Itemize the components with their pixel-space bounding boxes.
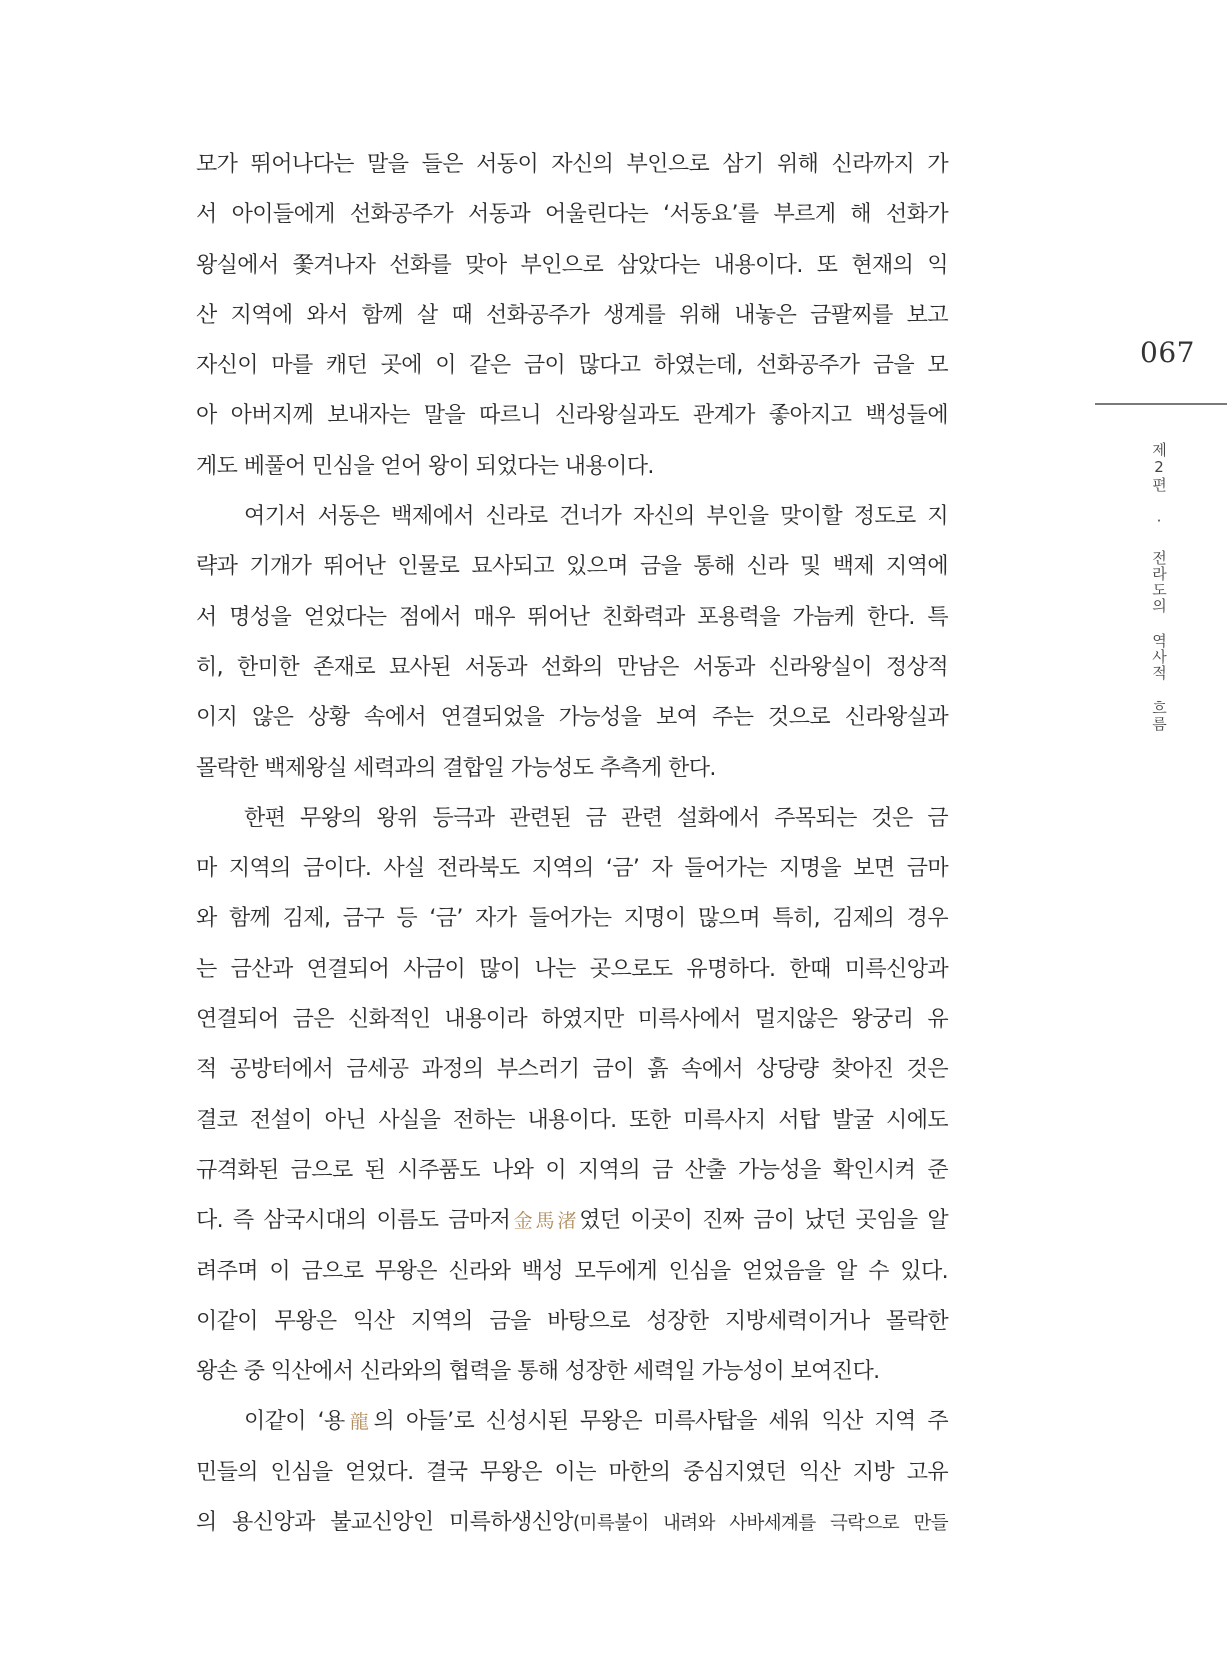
text-line: 게도 베풀어 민심을 얻어 왕이 되었다는 내용이다. <box>196 453 654 479</box>
text-line: 마 지역의 금이다. 사실 전라북도 지역의 ‘금’ 자 들어가는 지명을 보면 금마 <box>196 856 948 882</box>
text-line: 서 명성을 얻었다는 점에서 매우 뛰어난 친화력과 포용력을 가늠케 한다. 특 <box>196 604 948 630</box>
page-number: 067 <box>1140 336 1195 369</box>
text-line: 민들의 인심을 얻었다. 결국 무왕은 이는 마한의 중심지였던 익산 지방 고유 <box>196 1459 948 1485</box>
text-segment: 이같이 ‘용 <box>244 1409 345 1435</box>
text-line: 와 함께 김제, 금구 등 ‘금’ 자가 들어가는 지명이 많으며 특히, 김제의 경우 <box>196 906 948 932</box>
paragraph-start-line <box>196 1397 948 1447</box>
text-line: 왕실에서 쫓겨나자 선화를 맞아 부인으로 삼았다는 내용이다. 또 현재의 익 <box>196 252 948 278</box>
hanja-annotation: 金馬渚 <box>510 1210 580 1233</box>
text-line: 이지 않은 상황 속에서 연결되었을 가능성을 보여 주는 것으로 신라왕실과 <box>196 705 948 731</box>
text-segment: 의 아들’로 신성시된 무왕은 미륵사탑을 세워 익산 지역 주 <box>373 1409 948 1435</box>
text-line: 모가 뛰어나다는 말을 들은 서동이 자신의 부인으로 삼기 위해 신라까지 가 <box>196 152 948 177</box>
text-line: 산 지역에 와서 함께 살 때 선화공주가 생계를 위해 내놓은 금팔찌를 보고 <box>196 302 948 328</box>
text-line: 히, 한미한 존재로 묘사된 서동과 선화의 만남은 서동과 신라왕실이 정상적 <box>196 654 948 680</box>
text-segment: 였던 이곳이 진짜 금이 났던 곳임을 알 <box>579 1208 949 1234</box>
parenthetical-note: (미륵불이 내려와 사바세계를 극락으로 만들 <box>572 1513 948 1535</box>
text-line <box>196 1498 948 1548</box>
text-line: 결코 전설이 아닌 사실을 전하는 내용이다. 또한 미륵사지 서탑 발굴 시에도 <box>196 1107 948 1133</box>
paragraph-start-line: 여기서 서동은 백제에서 신라로 건너가 자신의 부인을 맞이할 정도로 지 <box>244 504 948 530</box>
text-line: 규격화된 금으로 된 시주품도 나와 이 지역의 금 산출 가능성을 확인시켜 준 <box>196 1157 948 1183</box>
text-line: 는 금산과 연결되어 사금이 많이 나는 곳으로도 유명하다. 한때 미륵신앙과 <box>196 956 948 982</box>
text-line: 연결되어 금은 신화적인 내용이라 하였지만 미륵사에서 멀지않은 왕궁리 유 <box>196 1007 948 1033</box>
hanja-annotation: 龍 <box>344 1411 374 1434</box>
text-segment: 의 용신앙과 불교신앙인 미륵하생신앙 <box>196 1510 573 1536</box>
text-line: 이같이 무왕은 익산 지역의 금을 바탕으로 성장한 지방세력이거나 몰락한 <box>196 1308 948 1334</box>
text-line: 아 아버지께 보내자는 말을 따르니 신라왕실과도 관계가 좋아지고 백성들에 <box>196 403 948 429</box>
text-line <box>196 1196 948 1246</box>
text-line: 략과 기개가 뛰어난 인물로 묘사되고 있으며 금을 통해 신라 및 백제 지역에 <box>196 554 948 580</box>
text-line: 자신이 마를 캐던 곳에 이 같은 금이 많다고 하였는데, 선화공주가 금을 모 <box>196 353 948 379</box>
text-line: 왕손 중 익산에서 신라와의 협력을 통해 성장한 세력일 가능성이 보여진다. <box>196 1359 880 1385</box>
text-line: 서 아이들에게 선화공주가 서동과 어울린다는 ‘서동요’를 부르게 해 선화가 <box>196 202 948 228</box>
text-line: 려주며 이 금으로 무왕은 신라와 백성 모두에게 인심을 얻었음을 알 수 있다. <box>196 1258 948 1284</box>
body-text <box>196 140 948 1548</box>
text-segment: 다. 즉 삼국시대의 이름도 금마저 <box>196 1208 511 1234</box>
text-line: 몰락한 백제왕실 세력과의 결합일 가능성도 추측게 한다. <box>196 755 716 781</box>
text-line: 적 공방터에서 금세공 과정의 부스러기 금이 흙 속에서 상당량 찾아진 것은 <box>196 1057 948 1083</box>
running-head: 제2편 · 전라도의 역사적 흐름 <box>1150 442 1168 732</box>
margin-divider <box>1095 403 1227 405</box>
paragraph-start-line: 한편 무왕의 왕위 등극과 관련된 금 관련 설화에서 주목되는 것은 금 <box>244 805 948 831</box>
